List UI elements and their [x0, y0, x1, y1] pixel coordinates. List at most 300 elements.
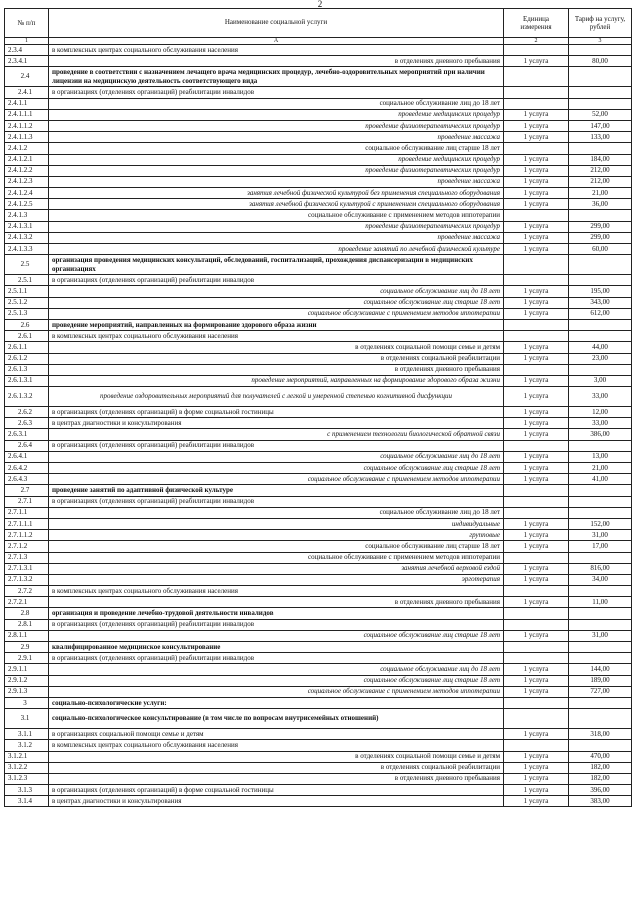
column-header-tariff: Тариф на услугу, рублей	[569, 9, 632, 38]
table-row	[5, 45, 632, 56]
tariff-cell: 182,00	[569, 762, 632, 773]
unit-cell: 1 услуга	[504, 353, 569, 364]
service-name-cell: в организациях социальной помощи семье и детям	[49, 729, 504, 740]
unit-cell: 1 услуга	[504, 597, 569, 608]
table-row	[5, 773, 632, 784]
row-number-cell: 2.6.4.2	[5, 463, 49, 474]
row-number-cell: 3.1	[5, 709, 49, 729]
unit-cell: 1 услуга	[504, 56, 569, 67]
unit-cell: 1 услуга	[504, 165, 569, 176]
table-row	[5, 608, 632, 619]
service-name-cell: социальное обслуживание с применением методов иппотерапии	[49, 474, 504, 485]
row-number-cell: 2.5.1.1	[5, 286, 49, 297]
row-number-cell: 2.7.1.3.1	[5, 563, 49, 574]
unit-cell: 1 услуга	[504, 418, 569, 429]
service-name-cell: организация проведения медицинских консультаций, обследований, госпитализаций, прохождения диспансеризации в медицинских организациях	[49, 255, 504, 275]
tariff-cell: 133,00	[569, 132, 632, 143]
unit-cell: 1 услуга	[504, 109, 569, 120]
unit-cell	[504, 507, 569, 518]
table-row	[5, 319, 632, 330]
tariff-cell: 21,00	[569, 463, 632, 474]
row-number-cell: 2.4.1.1.1	[5, 109, 49, 120]
column-index-row	[5, 38, 632, 45]
row-number-cell: 3.1.1	[5, 729, 49, 740]
row-number-cell: 3.1.3	[5, 785, 49, 796]
unit-cell: 1 услуга	[504, 518, 569, 529]
unit-cell: 1 услуга	[504, 474, 569, 485]
service-name-cell: в отделениях дневного пребывания	[49, 56, 504, 67]
table-row	[5, 751, 632, 762]
service-name-cell: в отделениях социальной реабилитации	[49, 762, 504, 773]
table-row	[5, 530, 632, 541]
unit-cell: 1 услуга	[504, 387, 569, 407]
row-number-cell: 2.7.2	[5, 586, 49, 597]
table-row	[5, 796, 632, 807]
row-number-cell: 2.7.1.1.1	[5, 518, 49, 529]
tariff-cell: 195,00	[569, 286, 632, 297]
tariff-cell	[569, 507, 632, 518]
table-row	[5, 740, 632, 751]
row-number-cell: 2.4.1.1.3	[5, 132, 49, 143]
tariff-cell: 41,00	[569, 474, 632, 485]
column-header-number: № п/п	[5, 9, 49, 38]
service-name-cell: в организациях (отделениях организаций) реабилитации инвалидов	[49, 653, 504, 664]
service-name-cell: социальное обслуживание лиц старше 18 лет	[49, 675, 504, 686]
tariff-cell	[569, 319, 632, 330]
column-index-cell: А	[49, 38, 504, 45]
table-row	[5, 353, 632, 364]
unit-cell	[504, 440, 569, 451]
unit-cell: 1 услуга	[504, 796, 569, 807]
table-row	[5, 342, 632, 353]
service-name-cell: в центрах диагностики и консультирования	[49, 418, 504, 429]
row-number-cell: 2.6.4	[5, 440, 49, 451]
table-row	[5, 541, 632, 552]
table-row	[5, 407, 632, 418]
tariff-cell	[569, 275, 632, 286]
tariff-cell: 299,00	[569, 232, 632, 243]
service-name-cell: проведение медицинских процедур	[49, 154, 504, 165]
unit-cell: 1 услуга	[504, 232, 569, 243]
tariff-cell	[569, 485, 632, 496]
service-name-cell: занятия лечебной физической культурой без применения специального оборудования	[49, 188, 504, 199]
service-name-cell: проведение массажа	[49, 132, 504, 143]
unit-cell: 1 услуга	[504, 773, 569, 784]
row-number-cell: 2.4.1	[5, 87, 49, 98]
table-row	[5, 199, 632, 210]
row-number-cell: 2.5.1.2	[5, 297, 49, 308]
table-row	[5, 697, 632, 708]
table-row	[5, 154, 632, 165]
row-number-cell: 2.4.1.2.4	[5, 188, 49, 199]
column-header-unit: Единица измерения	[504, 9, 569, 38]
tariff-cell: 184,00	[569, 154, 632, 165]
tariff-cell: 80,00	[569, 56, 632, 67]
table-row	[5, 630, 632, 641]
table-row	[5, 418, 632, 429]
table-row	[5, 496, 632, 507]
unit-cell	[504, 255, 569, 275]
table-row	[5, 574, 632, 585]
tariff-table	[4, 8, 632, 807]
unit-cell: 1 услуга	[504, 675, 569, 686]
unit-cell	[504, 608, 569, 619]
table-row	[5, 440, 632, 451]
unit-cell: 1 услуга	[504, 154, 569, 165]
table-row	[5, 653, 632, 664]
row-number-cell: 2.7.2.1	[5, 597, 49, 608]
table-row	[5, 762, 632, 773]
service-name-cell: социальное обслуживание лиц старше 18 лет	[49, 463, 504, 474]
service-name-cell: проведение оздоровительных мероприятий для получателей с легкой и умеренной степенью когнитивной дисфункции	[49, 387, 504, 407]
table-row	[5, 563, 632, 574]
row-number-cell: 2.6.3	[5, 418, 49, 429]
table-row	[5, 485, 632, 496]
tariff-cell: 147,00	[569, 120, 632, 131]
unit-cell	[504, 485, 569, 496]
tariff-cell: 182,00	[569, 773, 632, 784]
column-index-cell: 2	[504, 38, 569, 45]
unit-cell	[504, 210, 569, 221]
table-row	[5, 463, 632, 474]
service-name-cell: в отделениях социальной помощи семье и детям	[49, 342, 504, 353]
service-name-cell: социальное обслуживание лиц старше 18 лет	[49, 541, 504, 552]
row-number-cell: 3.1.2.2	[5, 762, 49, 773]
service-name-cell: социально-психологические услуги:	[49, 697, 504, 708]
unit-cell	[504, 552, 569, 563]
unit-cell: 1 услуга	[504, 463, 569, 474]
unit-cell: 1 услуга	[504, 530, 569, 541]
unit-cell: 1 услуга	[504, 664, 569, 675]
table-row	[5, 387, 632, 407]
table-row	[5, 56, 632, 67]
tariff-cell	[569, 496, 632, 507]
table-row	[5, 507, 632, 518]
row-number-cell: 2.9.1.2	[5, 675, 49, 686]
row-number-cell: 2.9.1	[5, 653, 49, 664]
table-row	[5, 686, 632, 697]
table-row	[5, 87, 632, 98]
table-header-row	[5, 9, 632, 38]
service-name-cell: проведение занятий по лечебной физической культуре	[49, 244, 504, 255]
column-index-cell: 3	[569, 38, 632, 45]
tariff-cell: 318,00	[569, 729, 632, 740]
tariff-cell: 386,00	[569, 429, 632, 440]
table-row	[5, 675, 632, 686]
tariff-cell: 31,00	[569, 630, 632, 641]
table-row	[5, 518, 632, 529]
unit-cell: 1 услуга	[504, 286, 569, 297]
unit-cell: 1 услуга	[504, 785, 569, 796]
table-row	[5, 98, 632, 109]
table-row	[5, 729, 632, 740]
service-name-cell: занятия лечебной верховой ездой	[49, 563, 504, 574]
column-header-service: Наименование социальной услуги	[49, 9, 504, 38]
tariff-cell: 299,00	[569, 221, 632, 232]
service-name-cell: проведение мероприятий, направленных на формирование здорового образа жизни	[49, 375, 504, 386]
table-row	[5, 597, 632, 608]
tariff-cell	[569, 87, 632, 98]
unit-cell: 1 услуга	[504, 574, 569, 585]
row-number-cell: 2.4.1.3.3	[5, 244, 49, 255]
unit-cell	[504, 275, 569, 286]
unit-cell	[504, 619, 569, 630]
table-row	[5, 210, 632, 221]
table-row	[5, 120, 632, 131]
tariff-cell: 33,00	[569, 418, 632, 429]
column-index-cell: 1	[5, 38, 49, 45]
row-number-cell: 2.4.1.3.1	[5, 221, 49, 232]
tariff-cell: 21,00	[569, 188, 632, 199]
row-number-cell: 2.6.2	[5, 407, 49, 418]
tariff-cell	[569, 255, 632, 275]
tariff-cell: 152,00	[569, 518, 632, 529]
service-name-cell: социальное обслуживание лиц до 18 лет	[49, 98, 504, 109]
row-number-cell: 2.4.1.3	[5, 210, 49, 221]
table-row	[5, 165, 632, 176]
tariff-cell: 383,00	[569, 796, 632, 807]
unit-cell	[504, 87, 569, 98]
unit-cell	[504, 67, 569, 87]
table-row	[5, 664, 632, 675]
service-name-cell: в организациях (отделениях организаций) реабилитации инвалидов	[49, 87, 504, 98]
tariff-cell: 31,00	[569, 530, 632, 541]
service-name-cell: социальное обслуживание лиц до 18 лет	[49, 286, 504, 297]
table-row	[5, 244, 632, 255]
tariff-cell: 52,00	[569, 109, 632, 120]
tariff-cell: 33,00	[569, 387, 632, 407]
unit-cell	[504, 697, 569, 708]
row-number-cell: 2.4.1.2.5	[5, 199, 49, 210]
service-name-cell: в отделениях социальной помощи семье и детям	[49, 751, 504, 762]
tariff-cell	[569, 45, 632, 56]
table-row	[5, 176, 632, 187]
tariff-cell	[569, 331, 632, 342]
table-row	[5, 642, 632, 653]
service-name-cell: занятия лечебной физической культурой с применением специального оборудования	[49, 199, 504, 210]
row-number-cell: 2.6.3.1	[5, 429, 49, 440]
unit-cell	[504, 642, 569, 653]
service-name-cell: в отделениях дневного пребывания	[49, 597, 504, 608]
tariff-cell	[569, 586, 632, 597]
service-name-cell: в отделениях дневного пребывания	[49, 773, 504, 784]
row-number-cell: 2.9.1.1	[5, 664, 49, 675]
service-name-cell: социально-психологическое консультирование (в том числе по вопросам внутрисемейных отношений)	[49, 709, 504, 729]
tariff-cell: 727,00	[569, 686, 632, 697]
tariff-cell: 44,00	[569, 342, 632, 353]
unit-cell	[504, 740, 569, 751]
unit-cell	[504, 653, 569, 664]
service-name-cell: социальное обслуживание лиц старше 18 лет	[49, 143, 504, 154]
service-name-cell: в организациях (отделениях организаций) реабилитации инвалидов	[49, 619, 504, 630]
unit-cell	[504, 496, 569, 507]
service-name-cell: проведение занятий по адаптивной физической культуре	[49, 485, 504, 496]
tariff-cell: 11,00	[569, 597, 632, 608]
row-number-cell: 2.3.4.1	[5, 56, 49, 67]
table-row	[5, 255, 632, 275]
unit-cell: 1 услуга	[504, 308, 569, 319]
unit-cell	[504, 319, 569, 330]
table-row	[5, 143, 632, 154]
table-body	[5, 45, 632, 807]
row-number-cell: 2.7.1.1.2	[5, 530, 49, 541]
row-number-cell: 2.8.1	[5, 619, 49, 630]
row-number-cell: 2.6.1.3.1	[5, 375, 49, 386]
tariff-cell: 396,00	[569, 785, 632, 796]
unit-cell	[504, 143, 569, 154]
table-row	[5, 132, 632, 143]
table-row	[5, 785, 632, 796]
unit-cell: 1 услуга	[504, 762, 569, 773]
row-number-cell: 2.6.1.3	[5, 364, 49, 375]
tariff-cell: 612,00	[569, 308, 632, 319]
table-row	[5, 375, 632, 386]
service-name-cell: в отделениях дневного пребывания	[49, 364, 504, 375]
service-name-cell: социальное обслуживание лиц до 18 лет	[49, 664, 504, 675]
row-number-cell: 2.4.1.2.1	[5, 154, 49, 165]
unit-cell: 1 услуга	[504, 132, 569, 143]
tariff-cell: 12,00	[569, 407, 632, 418]
service-name-cell: в отделениях социальной реабилитации	[49, 353, 504, 364]
unit-cell: 1 услуга	[504, 188, 569, 199]
unit-cell: 1 услуга	[504, 630, 569, 641]
service-name-cell: в центрах диагностики и консультирования	[49, 796, 504, 807]
unit-cell: 1 услуга	[504, 686, 569, 697]
row-number-cell: 2.7.1.2	[5, 541, 49, 552]
table-row	[5, 331, 632, 342]
row-number-cell: 2.5.1	[5, 275, 49, 286]
unit-cell	[504, 586, 569, 597]
row-number-cell: 2.4.1.2.2	[5, 165, 49, 176]
table-row	[5, 364, 632, 375]
service-name-cell: в организациях (отделениях организаций) в форме социальной гостиницы	[49, 407, 504, 418]
unit-cell: 1 услуга	[504, 244, 569, 255]
tariff-cell	[569, 98, 632, 109]
service-name-cell: социальное обслуживание с применением методов иппотерапии	[49, 552, 504, 563]
tariff-cell	[569, 210, 632, 221]
service-name-cell: в комплексных центрах социального обслуживания населения	[49, 331, 504, 342]
service-name-cell: социальное обслуживание с применением методов иппотерапии	[49, 686, 504, 697]
unit-cell: 1 услуга	[504, 451, 569, 462]
tariff-cell	[569, 740, 632, 751]
row-number-cell: 2.6.1.1	[5, 342, 49, 353]
tariff-cell: 23,00	[569, 353, 632, 364]
service-name-cell: в комплексных центрах социального обслуживания населения	[49, 740, 504, 751]
unit-cell: 1 услуга	[504, 297, 569, 308]
unit-cell: 1 услуга	[504, 429, 569, 440]
service-name-cell: с применением технологии биологической обратной связи	[49, 429, 504, 440]
tariff-cell: 17,00	[569, 541, 632, 552]
table-row	[5, 451, 632, 462]
service-name-cell: в организациях (отделениях организаций) реабилитации инвалидов	[49, 496, 504, 507]
table-row	[5, 586, 632, 597]
table-row	[5, 709, 632, 729]
service-name-cell: проведение массажа	[49, 232, 504, 243]
table-row	[5, 474, 632, 485]
table-row	[5, 109, 632, 120]
tariff-cell	[569, 67, 632, 87]
unit-cell	[504, 709, 569, 729]
unit-cell	[504, 98, 569, 109]
table-row	[5, 297, 632, 308]
table-row	[5, 619, 632, 630]
row-number-cell: 2.4.1.3.2	[5, 232, 49, 243]
service-name-cell: в организациях (отделениях организаций) реабилитации инвалидов	[49, 275, 504, 286]
table-row	[5, 188, 632, 199]
tariff-cell: 3,00	[569, 375, 632, 386]
table-row	[5, 429, 632, 440]
row-number-cell: 2.6.1.2	[5, 353, 49, 364]
service-name-cell: индивидуальные	[49, 518, 504, 529]
table-row	[5, 221, 632, 232]
service-name-cell: в организациях (отделениях организаций) в форме социальной гостиницы	[49, 785, 504, 796]
row-number-cell: 3.1.2	[5, 740, 49, 751]
row-number-cell: 2.8.1.1	[5, 630, 49, 641]
row-number-cell: 3.1.2.3	[5, 773, 49, 784]
table-row	[5, 308, 632, 319]
service-name-cell: социальное обслуживание лиц старше 18 лет	[49, 630, 504, 641]
unit-cell: 1 услуга	[504, 751, 569, 762]
tariff-cell	[569, 653, 632, 664]
tariff-cell	[569, 619, 632, 630]
unit-cell	[504, 331, 569, 342]
row-number-cell: 2.5	[5, 255, 49, 275]
tariff-cell: 144,00	[569, 664, 632, 675]
row-number-cell: 2.3.4	[5, 45, 49, 56]
row-number-cell: 3.1.4	[5, 796, 49, 807]
row-number-cell: 2.4.1.1	[5, 98, 49, 109]
service-name-cell: социальное обслуживание лиц до 18 лет	[49, 507, 504, 518]
row-number-cell: 2.4.1.2.3	[5, 176, 49, 187]
tariff-cell: 343,00	[569, 297, 632, 308]
tariff-cell	[569, 552, 632, 563]
row-number-cell: 2.4.1.2	[5, 143, 49, 154]
row-number-cell: 2.7.1	[5, 496, 49, 507]
unit-cell: 1 услуга	[504, 375, 569, 386]
row-number-cell: 2.4	[5, 67, 49, 87]
tariff-cell: 60,00	[569, 244, 632, 255]
row-number-cell: 2.6.4.1	[5, 451, 49, 462]
row-number-cell: 2.7.1.1	[5, 507, 49, 518]
row-number-cell: 3	[5, 697, 49, 708]
table-row	[5, 67, 632, 87]
tariff-cell: 816,00	[569, 563, 632, 574]
service-name-cell: социальное обслуживание лиц старше 18 лет	[49, 297, 504, 308]
row-number-cell: 2.8	[5, 608, 49, 619]
service-name-cell: проведение мероприятий, направленных на формирование здорового образа жизни	[49, 319, 504, 330]
row-number-cell: 3.1.2.1	[5, 751, 49, 762]
service-name-cell: проведение массажа	[49, 176, 504, 187]
service-name-cell: в организациях (отделениях организаций) реабилитации инвалидов	[49, 440, 504, 451]
unit-cell	[504, 45, 569, 56]
row-number-cell: 2.6.4.3	[5, 474, 49, 485]
row-number-cell: 2.9.1.3	[5, 686, 49, 697]
unit-cell: 1 услуга	[504, 729, 569, 740]
service-name-cell: проведение медицинских процедур	[49, 109, 504, 120]
unit-cell: 1 услуга	[504, 120, 569, 131]
unit-cell: 1 услуга	[504, 342, 569, 353]
service-name-cell: социальное обслуживание с применением методов иппотерапии	[49, 308, 504, 319]
tariff-cell	[569, 364, 632, 375]
service-name-cell: проведение физиотерапевтических процедур	[49, 221, 504, 232]
table-row	[5, 286, 632, 297]
service-name-cell: социальное обслуживание с применением методов иппотерапии	[49, 210, 504, 221]
tariff-cell	[569, 709, 632, 729]
row-number-cell: 2.4.1.1.2	[5, 120, 49, 131]
service-name-cell: проведение физиотерапевтических процедур	[49, 165, 504, 176]
tariff-cell	[569, 642, 632, 653]
table-row	[5, 232, 632, 243]
